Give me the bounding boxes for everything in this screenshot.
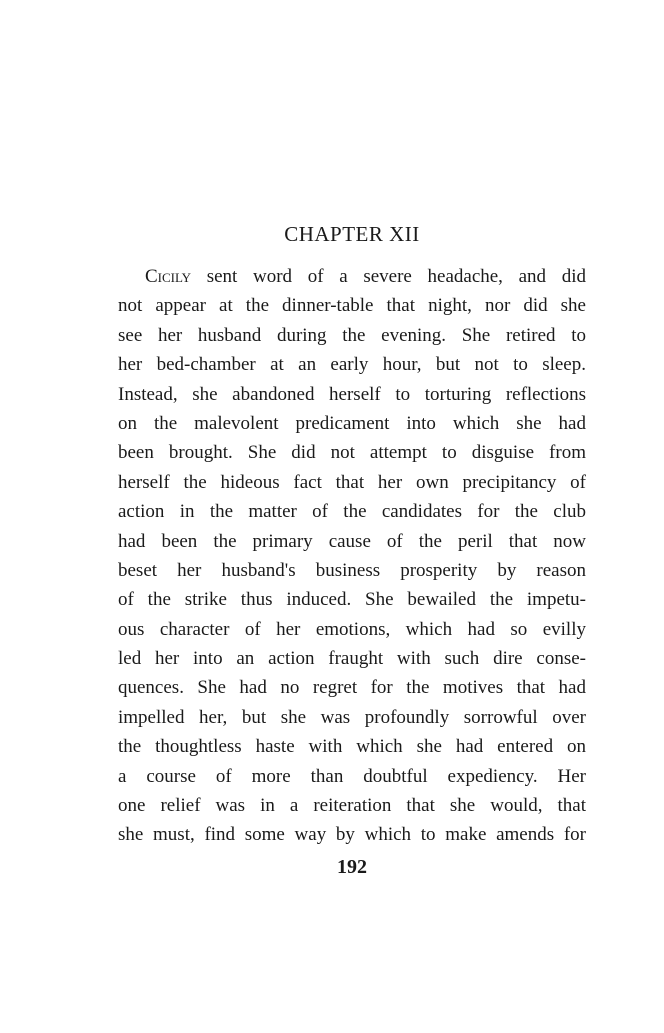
text-line: ous character of her emotions, which had so evilly [118, 618, 586, 640]
page-number: 192 [337, 856, 367, 878]
chapter-title: CHAPTER XII [284, 222, 420, 246]
text-line: the thoughtless haste with which she had entered on [118, 736, 586, 758]
text-line: not appear at the dinner-table that night, nor did she [118, 295, 586, 317]
text-line: impelled her, but she was profoundly sorrowful over [118, 706, 586, 728]
lead-word: Cicily [145, 266, 192, 287]
text-line: quences. She had no regret for the motives that had [118, 677, 586, 699]
text-line: on the malevolent predicament into which she had [118, 412, 586, 434]
paragraph-first-line [118, 262, 586, 291]
text-line: a course of more than doubtful expediency. Her [118, 765, 586, 787]
text-line: action in the matter of the candidates for the club [118, 501, 586, 523]
text-line: herself the hideous fact that her own precipitancy of [118, 471, 586, 493]
text-line: see her husband during the evening. She retired to [118, 324, 586, 346]
text-line: she must, find some way by which to make amends for [118, 824, 586, 846]
first-line-rest: sent word of a severe headache, and did [191, 266, 586, 287]
text-line: her bed-chamber at an early hour, but not to sleep. [118, 354, 586, 376]
text-line: Instead, she abandoned herself to torturing reflections [118, 383, 586, 405]
text-line: been brought. She did not attempt to disguise from [118, 442, 586, 464]
text-line: led her into an action fraught with such dire conse- [118, 648, 586, 670]
text-line: beset her husband's business prosperity by reason [118, 559, 586, 581]
text-line: had been the primary cause of the peril that now [118, 530, 586, 552]
body-paragraph [118, 262, 586, 850]
text-line: of the strike thus induced. She bewailed the impetu- [118, 589, 586, 611]
text-line: one relief was in a reiteration that she would, that [118, 795, 586, 817]
